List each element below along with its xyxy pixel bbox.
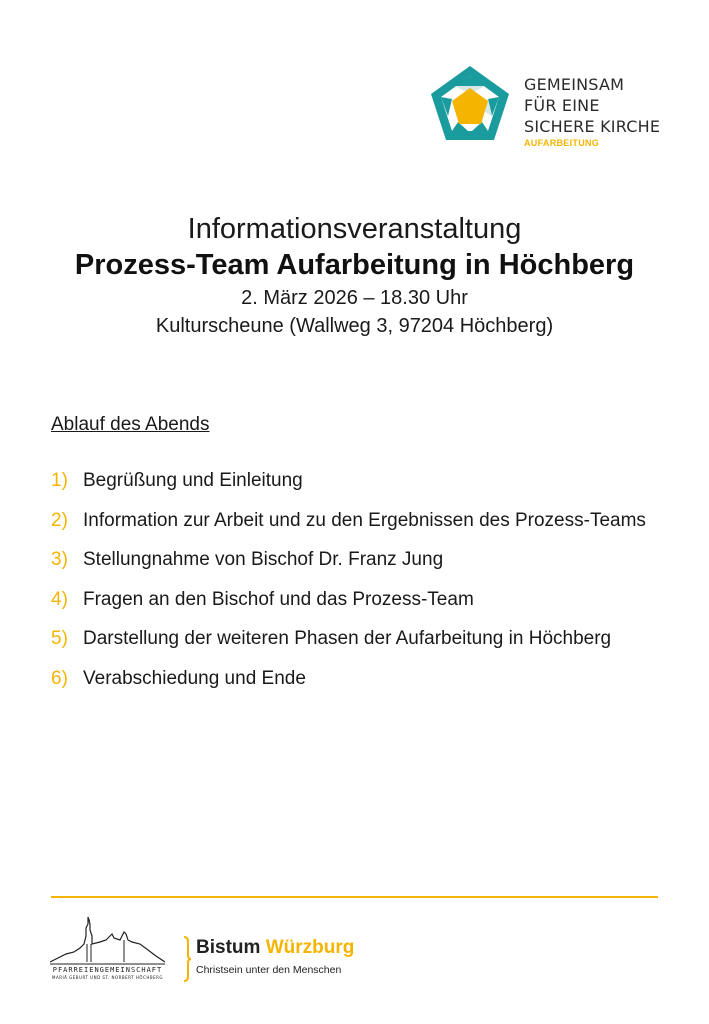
agenda-title: Ablauf des Abends xyxy=(51,414,210,435)
logo-subtitle: AUFARBEITUNG xyxy=(524,138,600,148)
bistum-tagline: Christsein unter den Menschen xyxy=(196,964,342,976)
logo-text-line-2: FÜR EINE xyxy=(524,96,600,115)
agenda-number: 1) xyxy=(51,470,68,491)
gemeinsam-logo xyxy=(428,64,668,164)
event-location: Kulturscheune (Wallweg 3, 97204 Höchberg) xyxy=(155,315,554,337)
agenda-number: 2) xyxy=(51,509,68,531)
brace-icon xyxy=(180,936,192,982)
wuerzburg-word: Würzburg xyxy=(265,937,355,958)
bistum-word: Bistum xyxy=(196,937,261,958)
agenda-number: 5) xyxy=(51,628,68,650)
bistum-wuerzburg-logo xyxy=(180,936,360,986)
event-type: Informationsveranstaltung xyxy=(187,213,522,245)
agenda-number: 4) xyxy=(51,588,68,610)
agenda-text: Verabschiedung und Ende xyxy=(83,667,306,689)
event-heading xyxy=(0,212,709,340)
pfarrei-name: PFARREIENGEMEINSCHAFT xyxy=(52,966,163,974)
pfarrei-subtitle: MARIÄ GEBURT UND ST. NORBERT HÖCHBERG xyxy=(52,975,163,980)
event-title: Prozess-Team Aufarbeitung in Höchberg xyxy=(74,249,635,281)
bistum-title xyxy=(196,937,354,959)
agenda-list xyxy=(51,466,646,704)
agenda-number: 3) xyxy=(51,549,68,571)
agenda-item xyxy=(51,585,646,625)
logo-text-line-1: GEMEINSAM xyxy=(524,75,625,94)
agenda-text: Begrüßung und Einleitung xyxy=(83,470,303,491)
event-date: 2. März 2026 – 18.30 Uhr xyxy=(241,287,468,309)
logo-text-line-3: SICHERE KIRCHE xyxy=(524,117,661,136)
agenda-text: Darstellung der weiteren Phasen der Aufarbeitung in Höchberg xyxy=(83,628,612,650)
agenda-item xyxy=(51,664,646,704)
pfarreiengemeinschaft-logo xyxy=(50,914,165,984)
agenda-number: 6) xyxy=(51,667,68,689)
agenda-item xyxy=(51,545,646,585)
agenda-text: Fragen an den Bischof und das Prozess-Team xyxy=(83,588,474,610)
agenda-item xyxy=(51,506,646,546)
footer-divider xyxy=(51,896,658,898)
agenda-item xyxy=(51,624,646,664)
agenda-text: Information zur Arbeit und zu den Ergebnissen des Prozess-Teams xyxy=(83,509,646,531)
pentagon-logo-icon xyxy=(428,64,512,148)
church-skyline-icon xyxy=(50,914,165,966)
agenda-item xyxy=(51,466,646,506)
agenda-text: Stellungnahme von Bischof Dr. Franz Jung xyxy=(83,549,444,571)
